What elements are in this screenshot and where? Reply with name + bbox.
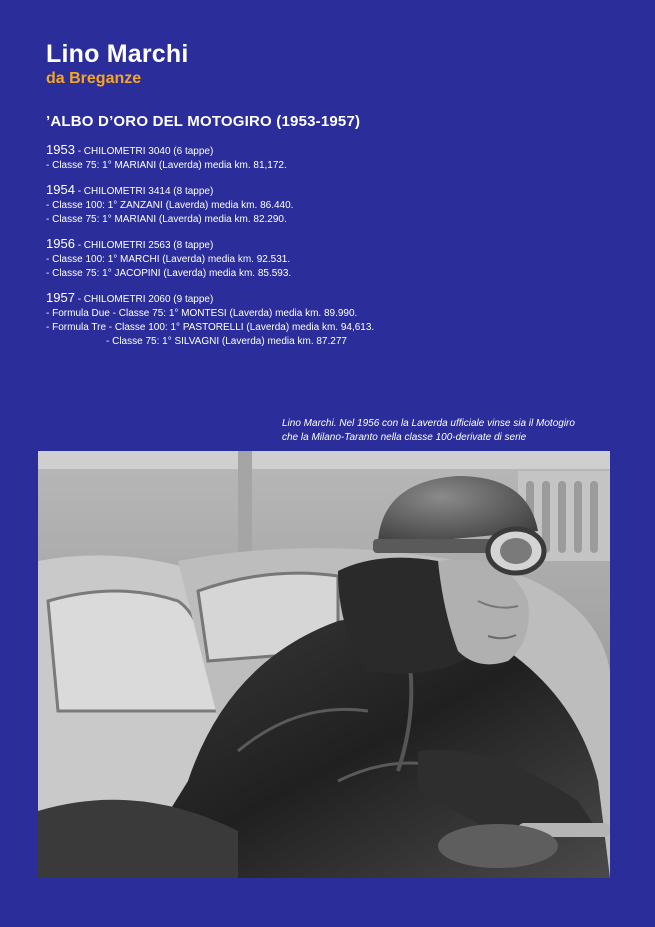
year-header: [46, 237, 606, 253]
year-block: [46, 237, 606, 281]
year-label: 1954: [46, 182, 75, 197]
year-label: 1957: [46, 290, 75, 305]
page-title: Lino Marchi: [46, 40, 189, 68]
year-block: [46, 291, 606, 349]
result-line: - Formula Tre - Classe 100: 1° PASTORELLI (Laverda) media km. 94,613.: [46, 322, 375, 333]
caption-line: Lino Marchi. Nel 1956 con la Laverda ufficiale vinse sia il Motogiro: [282, 418, 575, 429]
year-label: 1956: [46, 236, 75, 251]
year-block: [46, 183, 606, 227]
rider-photo: [38, 451, 610, 878]
result-line: - Classe 75: 1° JACOPINI (Laverda) media km. 85.593.: [46, 268, 292, 279]
year-detail: - CHILOMETRI 2060 (9 tappe): [74, 294, 214, 305]
year-header: [46, 143, 606, 159]
result-line: - Formula Due - Classe 75: 1° MONTESI (Laverda) media km. 89.990.: [46, 308, 358, 319]
rider-photo-illustration: [38, 451, 610, 878]
year-label: 1953: [46, 142, 75, 157]
result-line: - Classe 75: 1° SILVAGNI (Laverda) media km. 87.277: [106, 336, 347, 347]
year-block: [46, 143, 606, 173]
photo-caption: [282, 417, 612, 445]
section-title: ’ALBO D’ORO DEL MOTOGIRO (1953-1957): [46, 113, 361, 130]
year-detail: - CHILOMETRI 2563 (8 tappe): [74, 240, 214, 251]
results-list: [46, 143, 606, 359]
result-line: - Classe 100: 1° ZANZANI (Laverda) media km. 86.440.: [46, 200, 294, 211]
result-line: - Classe 75: 1° MARIANI (Laverda) media km. 82.290.: [46, 214, 287, 225]
year-header: [46, 291, 606, 307]
result-line: - Classe 100: 1° MARCHI (Laverda) media km. 92.531.: [46, 254, 291, 265]
year-detail: - CHILOMETRI 3040 (6 tappe): [74, 146, 214, 157]
page-subtitle: da Breganze: [46, 70, 142, 87]
year-header: [46, 183, 606, 199]
caption-line: che la Milano-Taranto nella classe 100-derivate di serie: [282, 432, 527, 443]
result-line: - Classe 75: 1° MARIANI (Laverda) media km. 81,172.: [46, 160, 287, 171]
year-detail: - CHILOMETRI 3414 (8 tappe): [74, 186, 214, 197]
